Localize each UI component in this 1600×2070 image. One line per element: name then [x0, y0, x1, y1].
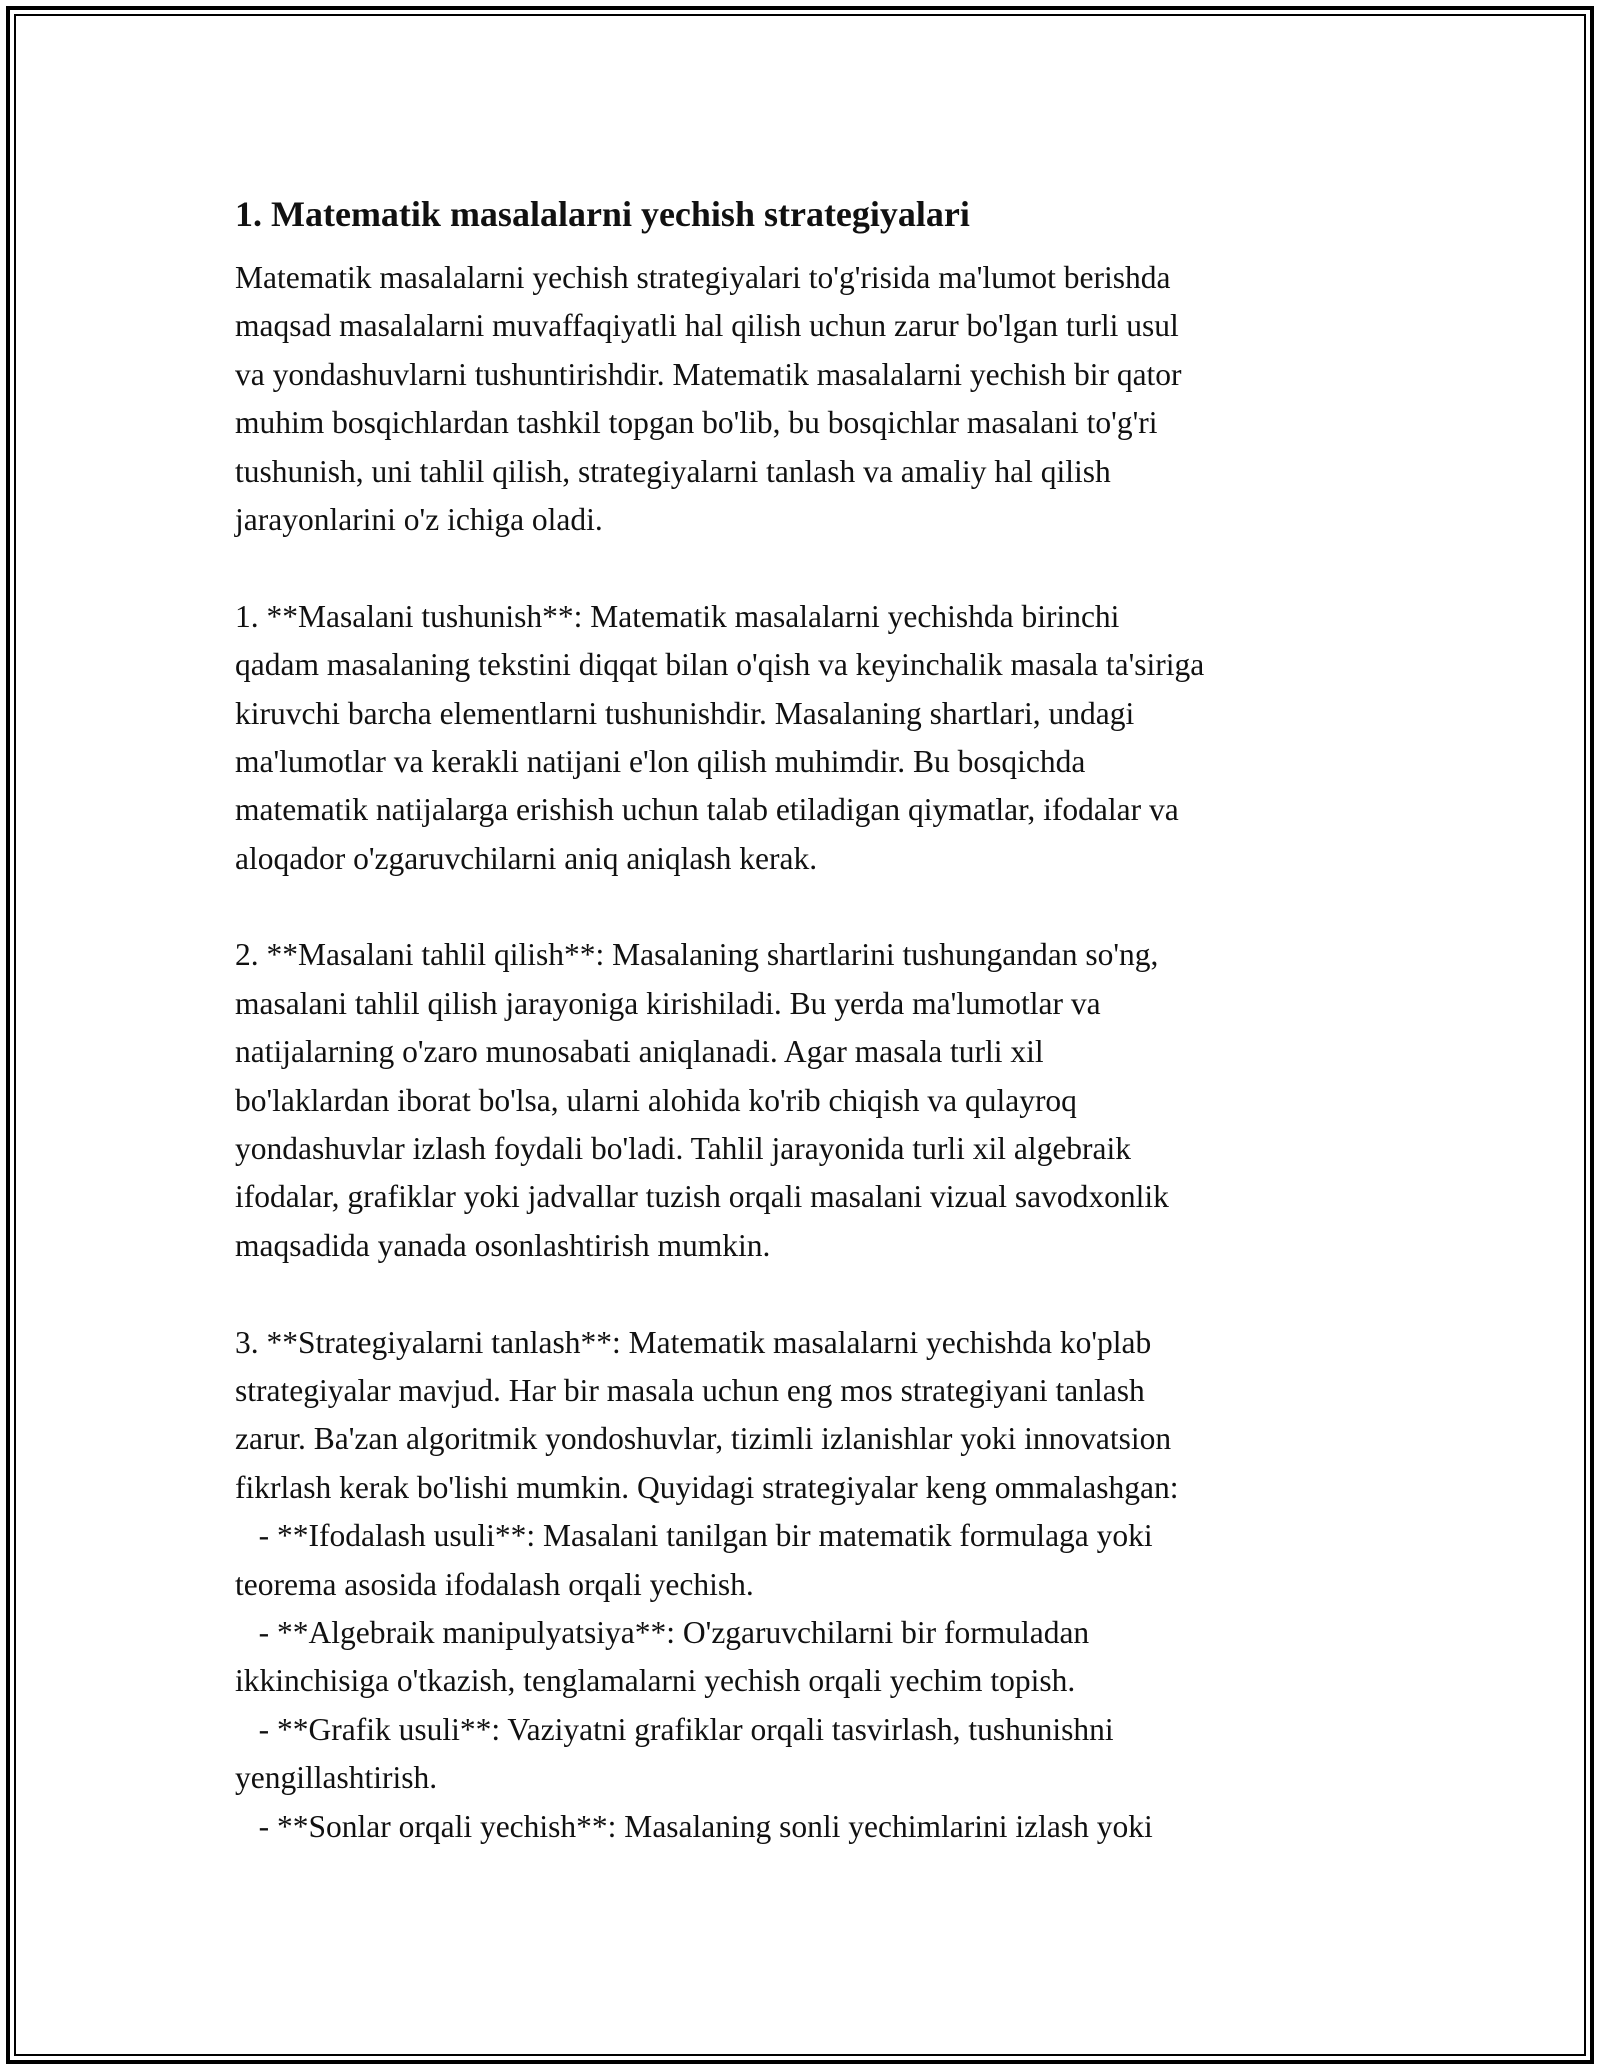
document-body [235, 254, 1375, 1851]
body-line: - **Ifodalash usuli**: Masalani tanilgan bir matematik formulaga yoki [235, 1518, 1153, 1554]
page-title: 1. Matematik masalalarni yechish strategiyalari [235, 194, 970, 234]
body-line: yengillashtirish. [235, 1760, 438, 1796]
body-line: qadam masalaning tekstini diqqat bilan o'qish va keyinchalik masala ta'siriga [235, 647, 1205, 683]
body-line: muhim bosqichlardan tashkil topgan bo'lib, bu bosqichlar masalani to'g'ri [235, 405, 1158, 441]
body-line: ifodalar, grafiklar yoki jadvallar tuzish orqali masalani vizual savodxonlik [235, 1179, 1169, 1215]
body-line: natijalarning o'zaro munosabati aniqlanadi. Agar masala turli xil [235, 1034, 1044, 1070]
body-line: ikkinchisiga o'tkazish, tenglamalarni yechish orqali yechim topish. [235, 1663, 1076, 1699]
body-line: aloqador o'zgaruvchilarni aniq aniqlash kerak. [235, 840, 818, 876]
body-line: strategiyalar mavjud. Har bir masala uchun eng mos strategiyani tanlash [235, 1372, 1145, 1408]
body-line: - **Algebraik manipulyatsiya**: O'zgaruvchilarni bir formuladan [235, 1614, 1090, 1650]
body-line: Matematik masalalarni yechish strategiyalari to'g'risida ma'lumot berishda [235, 260, 1171, 295]
body-line: zarur. Ba'zan algoritmik yondoshuvlar, tizimli izlanishlar yoki innovatsion [235, 1421, 1172, 1457]
body-line: 1. **Masalani tushunish**: Matematik masalalarni yechishda birinchi [235, 598, 1120, 634]
body-line: masalani tahlil qilish jarayoniga kirishiladi. Bu yerda ma'lumotlar va [235, 985, 1101, 1021]
body-line: bo'laklardan iborat bo'lsa, ularni alohida ko'rib chiqish va qulayroq [235, 1082, 1077, 1118]
body-line: maqsadida yanada osonlashtirish mumkin. [235, 1227, 771, 1263]
body-line: yondashuvlar izlash foydali bo'ladi. Tahlil jarayonida turli xil algebraik [235, 1131, 1132, 1167]
body-line: maqsad masalalarni muvaffaqiyatli hal qilish uchun zarur bo'lgan turli usul [235, 308, 1179, 344]
body-line: matematik natijalarga erishish uchun talab etiladigan qiymatlar, ifodalar va [235, 792, 1179, 828]
body-line: - **Grafik usuli**: Vaziyatni grafiklar orqali tasvirlash, tushunishni [235, 1711, 1114, 1747]
body-line: teorema asosida ifodalash orqali yechish. [235, 1566, 754, 1602]
body-line [235, 1270, 1375, 1318]
body-line: fikrlash kerak bo'lishi mumkin. Quyidagi strategiyalar keng ommalashgan: [235, 1469, 1179, 1505]
body-line: va yondashuvlarni tushuntirishdir. Matematik masalalarni yechish bir qator [235, 356, 1182, 392]
body-line: 2. **Masalani tahlil qilish**: Masalaning shartlarini tushungandan so'ng, [235, 937, 1159, 973]
body-line [235, 883, 1375, 931]
body-line: ma'lumotlar va kerakli natijani e'lon qilish muhimdir. Bu bosqichda [235, 743, 1086, 779]
body-line: tushunish, uni tahlil qilish, strategiyalarni tanlash va amaliy hal qilish [235, 453, 1111, 489]
body-line: - **Sonlar orqali yechish**: Masalaning sonli yechimlarini izlash yoki [235, 1808, 1153, 1844]
document-content [235, 186, 1375, 1851]
body-line: jarayonlarini o'z ichiga oladi. [235, 501, 603, 537]
body-line [235, 544, 1375, 592]
body-line: 3. **Strategiyalarni tanlash**: Matematik masalalarni yechishda ko'plab [235, 1324, 1152, 1360]
body-line: kiruvchi barcha elementlarni tushunishdir. Masalaning shartlari, undagi [235, 695, 1135, 731]
